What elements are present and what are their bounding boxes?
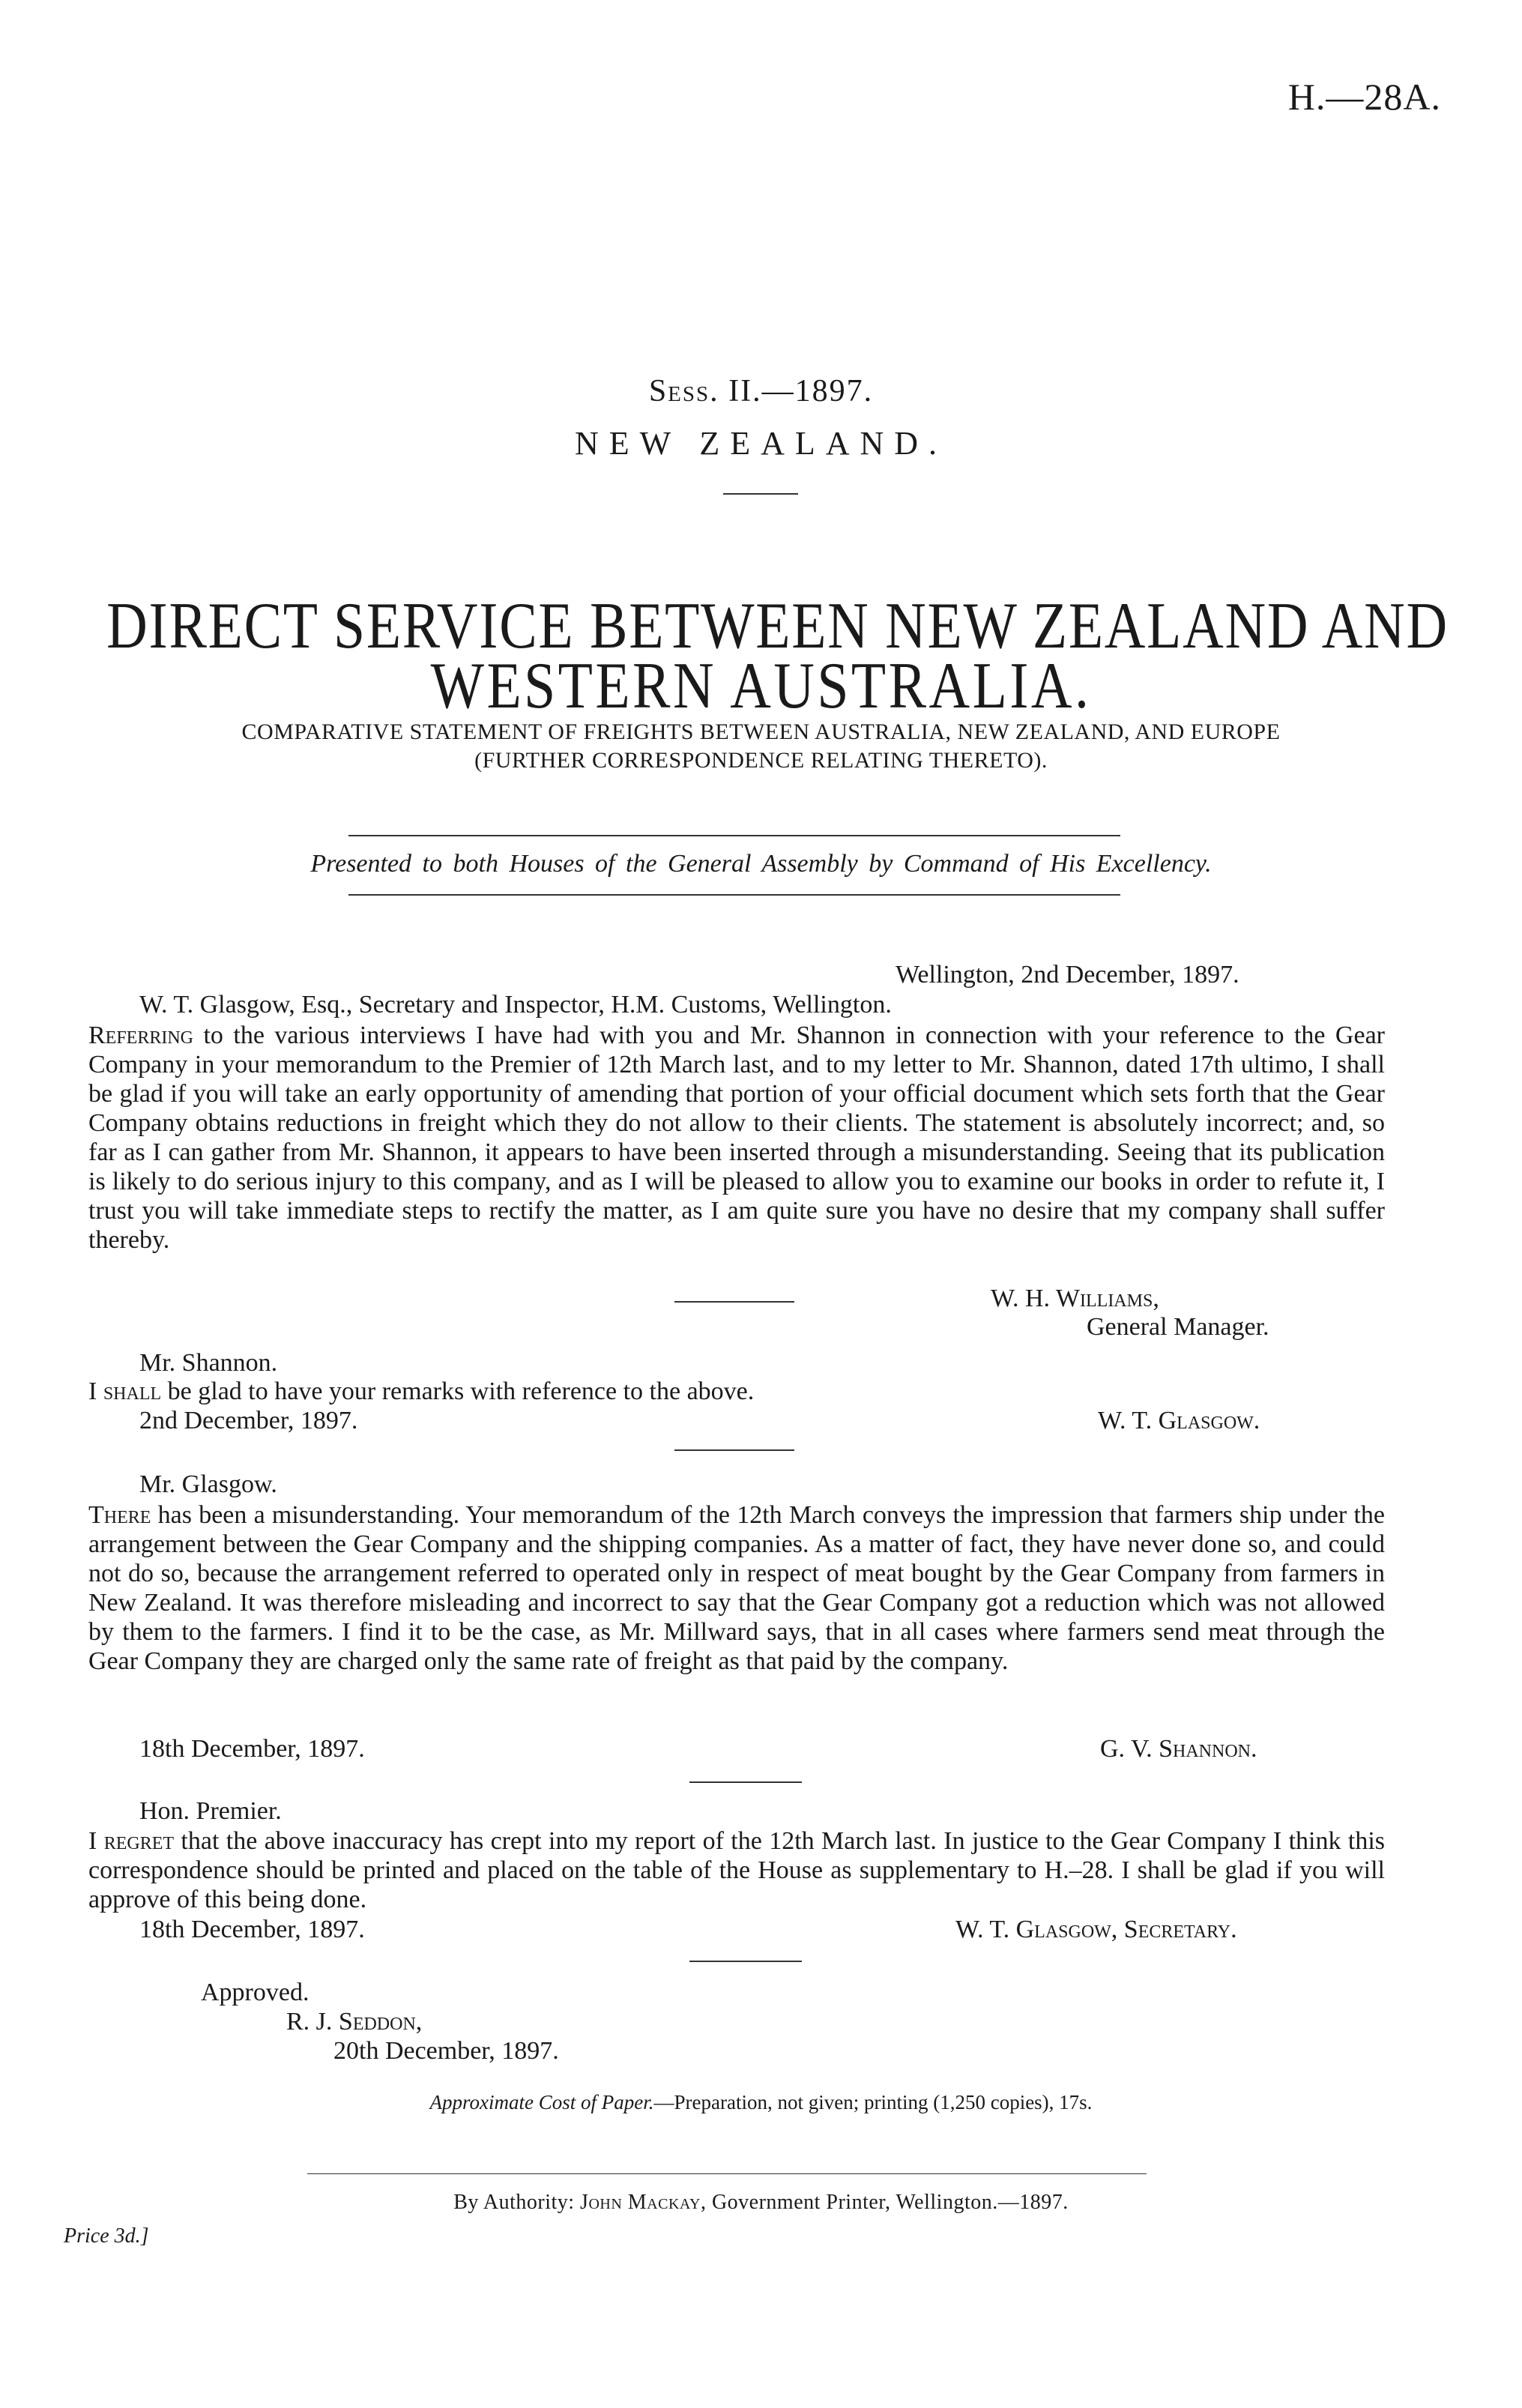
letter2-addressee: Mr. Shannon. [139, 1349, 278, 1377]
letter4-opening: I regret [88, 1827, 175, 1855]
divider-rule [689, 1781, 802, 1783]
letter1-signature: W. H. Williams, [991, 1285, 1159, 1312]
presented-rule-bottom [348, 894, 1120, 896]
approval-date: 20th December, 1897. [333, 2037, 559, 2065]
letter3-date: 18th December, 1897. [139, 1735, 365, 1763]
session-line [0, 373, 1522, 409]
cost-label: Approximate Cost of Paper. [429, 2091, 654, 2113]
divider-rule [674, 1301, 794, 1303]
authority-prefix: By Authority: [453, 2191, 575, 2214]
presented-line: Presented to both Houses of the General Assembly by Command of His Excellency. [310, 850, 1212, 878]
divider-rule [689, 1961, 802, 1962]
country-heading: NEW ZEALAND. [574, 425, 948, 462]
letter3-text: has been a misunderstanding. Your memorandum of the 12th March conveys the impression that farmers ship under the arrangement between the Gear Company and the shipping companies. As a matter of fact, they have never done so, and could not do so, because the arrangement referred to operated only in respect of meat bought by the Gear Company from farmers in New Zealand. It was therefore misleading and incorrect to say that the Gear Company got a reduction which was not allowed by them to the farmers. I find it to be the case, as Mr. Millward says, that in all cases where farmers send meat through the Gear Company they are charged only the same rate of freight as that paid by the company. [88, 1501, 1385, 1675]
document-title-line-1: DIRECT SERVICE BETWEEN NEW ZEALAND AND [106, 590, 1449, 663]
letter1-body [88, 1021, 1385, 1255]
document-title-line-2: WESTERN AUSTRALIA. [430, 650, 1092, 722]
letter3-body [88, 1500, 1385, 1676]
authority-rest: Government Printer, Wellington.—1897. [711, 2191, 1069, 2214]
divider-rule [723, 493, 798, 495]
letter3-signature: G. V. Shannon. [1100, 1735, 1257, 1763]
letter1-title: General Manager. [1087, 1313, 1269, 1341]
footer-rule [307, 2173, 1147, 2174]
cost-text: —Preparation, not given; printing (1,250 copies), 17s. [653, 2091, 1093, 2113]
approval-signature: R. J. Seddon, [286, 2008, 423, 2036]
divider-rule [674, 1449, 794, 1451]
document-subtitle-line-2: (FURTHER CORRESPONDENCE RELATING THERETO). [474, 748, 1048, 773]
session-number: II.—1897. [728, 374, 874, 408]
price-label: Price 3d.] [64, 2224, 149, 2248]
letter4-body [88, 1826, 1385, 1914]
letter2-opening: I shall [88, 1377, 162, 1405]
letter2-body [88, 1377, 754, 1406]
letter1-addressee: W. T. Glasgow, Esq., Secretary and Inspector, H.M. Customs, Wellington. [139, 991, 892, 1019]
letter2-date: 2nd December, 1897. [139, 1407, 358, 1434]
document-subtitle-line-1: COMPARATIVE STATEMENT OF FREIGHTS BETWEEN AUSTRALIA, NEW ZEALAND, AND EUROPE [241, 719, 1281, 744]
letter1-text: to the various interviews I have had with you and Mr. Shannon in connection with your reference to the Gear Company in your memorandum to the Premier of 12th March last, and to my letter to Mr. Shannon, dated 17th ultimo, I shall be glad if you will take an early opportunity of amending that portion of your official document which sets forth that the Gear Company obtains reductions in freight which they do not allow to their clients. The statement is absolutely incorrect; and, so far as I can gather from Mr. Shannon, it appears to have been inserted through a misunderstanding. Seeing that its publication is likely to do serious injury to this company, and as I will be pleased to allow you to examine our books in order to refute it, I trust you will take immediate steps to rectify the matter, as I am quite sure you have no desire that my company shall suffer thereby. [88, 1022, 1385, 1254]
letter4-text: that the above inaccuracy has crept into my report of the 12th March last. In justice to the Gear Company I think this correspondence should be printed and placed on the table of the House as supplementary to H.–28. I shall be glad if you will approve of this being done. [88, 1827, 1385, 1913]
letter3-addressee: Mr. Glasgow. [139, 1470, 277, 1498]
cost-of-paper [0, 2091, 1522, 2114]
letter4-signature: W. T. Glasgow, Secretary. [955, 1916, 1237, 1943]
page-reference-suffix: A. [1403, 76, 1441, 118]
authority-line [0, 2191, 1522, 2215]
letter2-signature: W. T. Glasgow. [1098, 1407, 1260, 1434]
page-reference: H.—28A. [1287, 76, 1441, 118]
letter1-opening: Referring [88, 1022, 194, 1049]
letter4-date: 18th December, 1897. [139, 1916, 365, 1943]
presented-rule-top [348, 835, 1120, 836]
session-prefix: Sess. [648, 374, 719, 408]
authority-printer: John Mackay, [580, 2191, 707, 2214]
letter2-text: be glad to have your remarks with reference to the above. [161, 1377, 755, 1405]
letter3-opening: There [88, 1501, 151, 1529]
letter4-addressee: Hon. Premier. [139, 1797, 282, 1825]
approval-approved: Approved. [201, 1979, 309, 2006]
letter1-place-date: Wellington, 2nd December, 1897. [896, 961, 1239, 989]
